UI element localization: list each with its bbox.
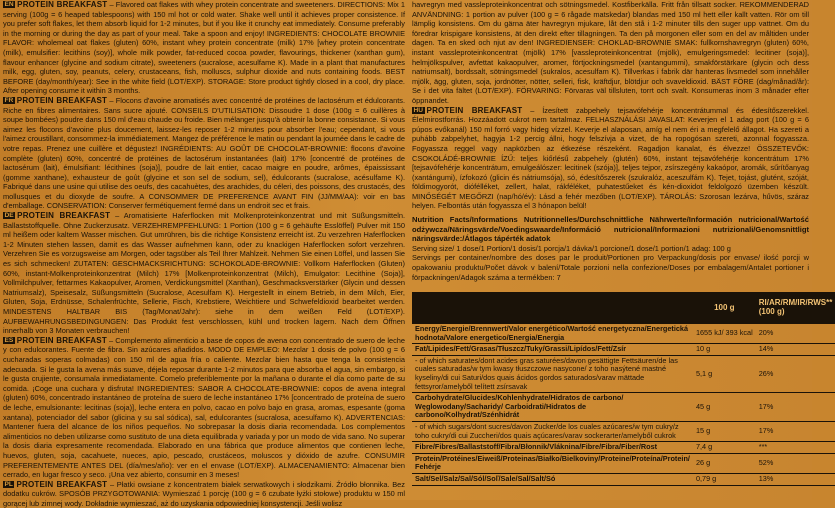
nutrition-table-header	[412, 292, 835, 324]
nutrition-row-sugars	[412, 421, 835, 441]
nutrition-row-carbohydrate	[412, 393, 835, 422]
nutrient-value: 5,1 g	[693, 355, 756, 392]
nutrition-row-salt	[412, 473, 835, 485]
nutrient-ri: ***	[756, 442, 835, 454]
nutrient-value: 10 g	[693, 344, 756, 356]
flag-fr-icon: FR	[4, 96, 14, 104]
product-name: PROTEIN BREAKFAST	[16, 335, 107, 345]
nutrient-value: 1655 kJ/ 393 kcal	[693, 324, 756, 344]
nutrient-ri: 14%	[756, 344, 835, 356]
serving-size: Serving size/ 1 dose/1 Portion/1 dosis/1 porcja/1 dávka/1 porcione/1 dose/1 portion/1 adag: 100 g	[412, 243, 731, 253]
product-name: PROTEIN BREAKFAST	[17, 0, 108, 9]
paragraph-fr-text: – Flocons d'avoine aromatisés avec concentré de protéines de lactosérum et édulcorants. Riche en fibres alimentaires. Sans sucre ajouté. CONSEILS D'UTILISATION: Dissoudre 1 dose (100g = 6 cuillères à soupe bombées) poudre dans 150 ml d'eau chaude ou froide. Bien mélanger jusqu'à obtenir la bonne consistance. Si vous aimez les flocons d'avoine plus doucement, laissez-les reposer 1-2 minutes pour absorber l'eau; cependant, si vous l'aimez croustillant, consommez-la immédiatement. Mangez de préférence le matin ou pendant la journée dans le cadre de votre repas. Prenez une cuillère et dégustez! INGRÉDIENTS: AU GOÛT DE CHOCOLAT-BROWNIE: flocons d'avoine complète (gluten) 60%, concentré de protéines de lactosérum instantanées (lait) 17% [concentré de protéines de lactosérum (lait), émulsifiant: lécithines (soja)], poudre de lait entier, cacao maigre en poudre, arômes, épaississant (gomme xanthane), exhausteur de goût (glycine et son sel de sodium, sel), édulcorants (sucralose, acésulfame K). Fabriqué dans une usine qui utilise des oeufs, des cacahuètes, des arachides, du céleri, des poissons, des crustacés, des mollusques et du dioxyde de soufre. A CONSOMMER DE PREFERENCE AVANT FIN (JJ/MM/AA): voir en bas d'emballage. CONSERVATION: Conserver fermétiquement fermé dans un endroit sec et frais.	[3, 95, 406, 211]
nutrition-header: Nutrition Facts/Informations Nutritionnelles/Durchschnittliche Nährwerte/Información nutricional/Wartość odżywcza/Näringsvärde/Voedingswaarde/Információ nutricional/Informazioni nutrizionali/Genomsnittligt näringsvärde:/Átlagos tápérték adatok	[412, 215, 809, 244]
paragraph-de-text: – Aromatisierte Haferflocken mit Molkenproteinkonzentrat und mit Süßungsmitteln. Ballaststoffquelle. Ohne Zuckerzusatz. VERZEHREMPFEHLUNG: 1 Portion (100 g = 6 gehäufte Esslöffel) Pulver mit 150 ml heißem oder kaltem Wasser mischen. Gut umrühren, bis die richtige Konsistenz erreicht ist. Zu verzehren Haferflocken 1-2 Minuten stehen lassen, damit es das Wasser aufnehmen kann, oder zu knackigen Haferflocken sofort verzehren. Verzehren Sie es vorzugsweise am Morgen, oder tagsüber als Teil Ihrer Mahlzeit. Nehmen Sie einen Löffel, und lassen Sie es sich schmecken! ZUTATEN: GESCHMACKSRICHTUNG: SCHOKOLADE-BROWNIE: Vollkorn Haferflocken (Gluten) 60%, instant-Molkenproteinkonzentrat (Milch) 17% [Molkenproteinkonzentrat (Milch), Emulgator: Lecithine (Soja)], Vollmilchpulver, fettarmes Kakaopulver, Aromen, Verdickungsmittel (Xanthan), Geschmacksverstärker (Glycin und dessen Natriumsalz), Speisesalz, Süßungsmitteln (Sucralose, Acesulfam K). Hergestellt in einem Betrieb, in dem Milch, Eier, Gluten, Soja, Erdnüsse, Schalenfrüchte, Sellerie, Fisch, Krebstiere, Weichtiere und Schwefeldioxid bearbeitet werden. MINDESTENS HALTBAR BIS (Tag/Monat/Jahr): siehe in dem weißen Feld (LOT/EXP). AUFBEWAHRUNGSBEDINGUNGEN: Das Produkt fest verschlossen, kühl und trocken lagern. Nach dem Öffnen innerhalb von 3 Monaten verbrauchen!	[3, 211, 405, 336]
paragraph-en-text: – Flavored oat flakes with whey protein concentrate and sweeteners. DIRECTIONS: Mix 1 serving (100g = 6 heaped tablespoons) with 150 ml hot or cold water. Shake well until it achieves proper consistence. If you prefer soft flakes, let them absorb liquid for 1-2 minutes, but if you like it crunchy eat immediately. Consume preferably in the morning or during the day as part of your meal. Take a spoon and enjoy! INGREDIENTS: CHOCOLATE BROWNIE FLAVOR: wholemeal oat flakes (gluten) 60%, instant whey protein concentrate (milk) 17% [whey protein concentrate (milk), emulsifier: lecithins (soy)], whole milk powder, fat-reduced cocoa powder, flavourings, thickener (xanthan gum), flavour enhancer (glycine and sodium citrate), sweeteners (sucralose, acesulfame K). Made in a plant that manufactures milk, egg, gluten, soy, peanuts, celery, crustaceans, fish, molluscs, sulphur dioxide and nuts containing foods. BEST BEFORE (day/month/year): See in the white field (LOT/EXP). STORAGE: Store product tightly closed in a cool, dry place. After opening consume it within 3 months.	[3, 0, 405, 96]
left-text-column	[3, 0, 405, 508]
paragraph-hu	[412, 106, 809, 212]
nutrient-label: - of which sugars/dont sucres/davon Zucker/de los cuales azúcares/w tym cukry/z toho cukry/di cui Zuccheri/dos quais açúcares/varav sockerarter/amelyből cukrok	[412, 421, 693, 441]
paragraph-hu-text: – Ízesített zabpehely tejsavófehérje koncentrátummal és édesítőszerekkel. Élelmirostforrás. Hozzáadott cukrot nem tartalmaz. FELHASZNÁLÁSI JAVASLAT: Keverjen el 1 adag port (100 g = 6 púpos evőkanál) 150 ml forró vagy hideg vízzel. Keverje el alaposan, amíg el nem éri a megfelelő állagot. Ha szereti a puhább zabpelyhet, hagyja 1-2 percig állni, hogy felszívja a vizet, de ha ropogósan szereti, azonnal fogyassza. Fogyassza reggel vagy napközben az étkezése részeként. Ragadjon kanalat, és élvezze! ÖSSZETEVŐK: CSOKOLÁDÉ-BROWNIE ÍZŰ: teljes kiőrlésű zabpehely (glutén) 60%, instant tejsavófehérje koncentrátum 17% [tejsavófehérje koncentrátum, emulgeálószer: lecitinek (szója)], teljes tejpor, zsírszegény kakaópor, aromák, sűrítőanyag (xantángumi), ízfokozó (glicin és nátriumsója), só, édesítőszerek (szukralóz, aceszulfám K). Tejet, tojást, glutént, szóját, földimogyorót, diófélléket, zellert, halat, rákféléket, puhatestűeket és kén-dioxidot feldolgozó üzemben készült. MINŐSÉGÉT MEGŐRZI (nap/hó/év): Lásd a fehér mezőben (LOT/EXP). TÁROLÁS: Szorosan lezárva, hűvös, száraz helyen. Felbontás után fogyassza el 3 hónapon belül!	[412, 105, 810, 211]
servings-per-container: Servings per container/nombre des doses par le produit/Portionen pro Verpackung/dosis por envase/ ilość porcji w opakowaniu produktu/Počet dávok v balení/Totale porzioni nella confezione/Doses por embalagem/Antalet portioner i förpackningen/Adagok száma a termékben: 7	[412, 253, 809, 282]
paragraph-es-text: – Complemento alimenticio a base de copos de avena con concentrado de suero de leche y con edulcorantes. Fuente de fibra. Sin azúcares añadidos. MODO DE EMPLEO: Mezclar 1 dosis de polvo (100 g = 6 cucharadas soperas colmadas) con 150 ml de agua fría o caliente. Mezclar bien hasta que tenga la consistencia adecuada. Si le gusta la avena más suave, déjela reposar durante 1-2 minutos para que absorba el agua, sin embargo, si le gusta crujiente, consumala inmediatamente. Comelo preferiblemente por la mañana o durante el día como parte de su comida. ¡Coge una cuchara y disfruta! INGREDIENTES: SABOR A CHOCOLATE-BROWNIE: copos de avena integral (gluten) 60%, concentrado instantáneo de proteína de suero de leche instantáneo 17% [concentrado de proteína de suero de leche, emulsionante: lecitinas (soja)], leche entera en polvo, cacao en polvo bajo en grasa, aromas, espesante (goma xantana), potenciador del sabor (glicina y su sal sódica), sal, edulcorantes (sucralosa, acesulfamo K). ADVERTENCIAS: Mantener fuera del alcance de los niños pequeños. No sobrepasar la dosis diaria recomendada. Los complementos alimenticios no deben utilizarse como sustituto de una dieta equilibrada y variada y por un modo de vida sano. No superar la dosis diaria expresamente recomendada. Elaborado en una fábrica que produce alimentos que contienen leche, huevos, gluten, soja, cacahuete, nueces, apio, pescado, crustáceos, moluscos y dióxido de azufre. CONSUMIR PREFERENTEMENTE ANTES DEL (día/mes/año): ver en el envase (LOT/EXP). ALMACENAMIENTO: Almacenar bien cerrado, en lugar fresco y seco. ¡Una vez abierto, consumir en 3 meses!	[3, 335, 405, 480]
flag-es-icon: ES	[4, 336, 14, 344]
flag-de-icon: DE	[4, 212, 14, 220]
paragraph-se	[412, 0, 809, 106]
header-blank	[412, 292, 693, 324]
header-per-100g: 100 g	[693, 292, 756, 324]
paragraph-pl-text: – Płatki owsiane z koncentratem białek serwatkowych i słodzikami. Źródło błonnika. Bez dodatku cukrów. SPOSÓB PRZYGOTOWANIA: Wymieszać 1 porcję (100 g = 6 czubate łyżki stołowe) produktu w 150 ml gorącej lub zimnej wody. Dokładnie wymieszać, aż do uzyskania odpowiedniej konsystencji. Jeśli wolisz	[3, 479, 405, 508]
nutrient-label: Energy/Energie/Brennwert/Valor energético/Wartość energetyczna/Energetická hodnota/Valore energetico/Energia/Energia	[412, 324, 693, 344]
paragraph-pl	[3, 480, 405, 508]
flag-pl-icon: PL	[4, 480, 13, 488]
nutrition-row-fat	[412, 344, 835, 356]
header-reference-intake: RI/AR/RM/IR/RWS**(100 g)	[756, 292, 835, 324]
nutrient-ri: 52%	[756, 453, 835, 473]
nutrition-row-energy	[412, 324, 835, 344]
nutrition-row-fibre	[412, 442, 835, 454]
nutrient-value: 26 g	[693, 453, 756, 473]
product-name: PROTEIN BREAKFAST	[16, 479, 108, 489]
nutrient-value: 7,4 g	[693, 442, 756, 454]
nutrient-label: Fat/Lipides/Fett/Grasas/Tłuszcz/Tuky/Grassi/Lipídos/Fett/Zsír	[412, 344, 693, 356]
product-name: PROTEIN BREAKFAST	[17, 211, 111, 221]
paragraph-en	[3, 0, 405, 96]
nutrient-label: Fibre/Fibres/Ballaststoff/Fibra/Błonnik/Vláknina/Fibre/Fibra/Fiber/Rost	[412, 442, 693, 454]
nutrient-value: 15 g	[693, 421, 756, 441]
product-name: PROTEIN BREAKFAST	[16, 95, 108, 105]
nutrient-value: 45 g	[693, 393, 756, 422]
nutrition-row-protein	[412, 453, 835, 473]
right-text-column	[412, 0, 809, 282]
nutrient-label: Protein/Protéines/Eiweiß/Proteinas/Białko/Bielkoviny/Proteine/Proteína/Protein/ Fehérje	[412, 453, 693, 473]
nutrient-ri: 13%	[756, 473, 835, 485]
nutrient-ri: 17%	[756, 393, 835, 422]
nutrition-table	[412, 292, 835, 486]
flag-hu-icon: HU	[413, 106, 424, 114]
nutrient-ri: 26%	[756, 355, 835, 392]
nutrient-ri: 20%	[756, 324, 835, 344]
product-name: PROTEIN BREAKFAST	[426, 105, 523, 115]
flag-en-icon: EN	[4, 1, 14, 8]
nutrient-label: Salt/Sel/Salz/Sal/Sól/Soľ/Sale/Sal/Salt/Só	[412, 473, 693, 485]
paragraph-se-text: havregryn med vassleproteinkoncentrat och sötningsmedel. Kostfiberkälla. Fritt från tillsatt socker. REKOMMENDERAD ANVÄNDNING: 1 portion av pulver (100 g = 6 rågade matskedar) blandas med 150 ml hett eller kallt vatten. Rör om till lämplig konsistens. Om du gärna äter havregryn mjukare, låt den stå i 1-2 minuter tills den suger upp vattnet. Om du föredrar krispigare konsistens, ät den direkt efter tillagningen. Ta den på morgonen eller som en del av måltiden under dagen. Ta en sked och njut av den! INGREDIENSER: CHOKLAD-BROWNIE SMAK: fullkornshavregryn (gluten) 60%, instant vassleproteinkoncentrat (mjölk) 17% [vassleproteinkoncentrat (mjölk), emulgeringsmedel: lecitiner (soja)], helmjölkspulver, avfettat kakaopulver, aromer, förtjockningsmedel (xantangummi), smakförstärkare (glycin och dess natriumsalt), bordssalt, sötningsmedel (sukralos, acesulfam K). Tillverkas i fabrik där hanteras livsmedel som innehåller mjölk, ägg, gluten, soja, jordnötter, nötter, selleri, fisk, kräftdjur, blötdjur och svaveldioxid. BÄST FÖRE (dag/månad/år): Se i det vita fältet (LOT/EXP). FÖRVARING: Förvaras väl tillsluten, torrt och svalt. Konsumeras inom 3 månader efter öppnandet.	[412, 0, 809, 105]
paragraph-fr	[3, 96, 405, 211]
paragraph-de	[3, 211, 405, 336]
nutrient-ri: 17%	[756, 421, 835, 441]
nutrient-label: Carbohydrate/Glucides/Kohlenhydrate/Hidratos de carbono/ Węglowodany/Sacharidy/ Carboidrati/Hidratos de carbono/Kolhydrat/Szénhidrát	[412, 393, 693, 422]
nutrient-label: - of which saturates/dont acides gras saturées/davon gesättigte Fettsäuren/de las cuales saturadas/w tym kwasy tłuszczowe nasycone/ z toho nasýtené mastné kyseliny/di cui Saturi/dos quais ácidos gordos saturados/varav mättade fettsyror/amelyből telített zsírsavak	[412, 355, 693, 392]
nutrition-row-saturates	[412, 355, 835, 392]
paragraph-es	[3, 336, 405, 480]
nutrient-value: 0,79 g	[693, 473, 756, 485]
